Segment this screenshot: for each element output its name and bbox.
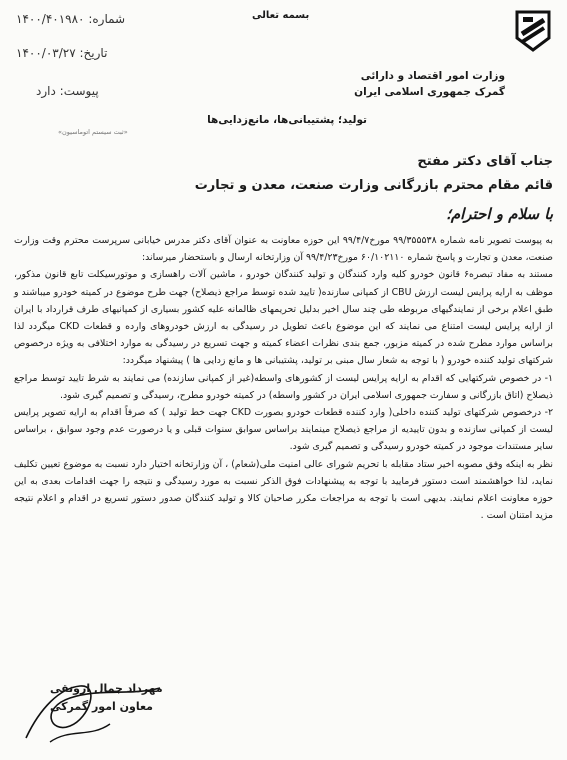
letter-number [16, 12, 125, 26]
paragraph-intro: به پیوست تصویر نامه شماره ۹۹/۳۵۵۵۳۸ مورخ۹۹/۴/۷ این حوزه معاونت به عنوان آقای دکتر مدرس خیابانی سرپرست محترم وقت وزارت صنعت، معدن و تجارت و پاسخ شماره ۶۰/۱۰۲۱۱۰ مورخ۹۹/۴/۲۳ آن وزارتخانه ارسال و باستحضار میرساند: [14, 235, 553, 264]
paragraph-item-1: ۱- در خصوص شرکتهایی که اقدام به ارایه پرایس لیست از کشورهای واسطه(غیر از کمپانی سازنده) می نمایند به شرط تایید توسط مراجع ذیصلاح (اتاق بازرگانی و سفارت جمهوری اسلامی ایران در کشور واسطه) در کمیته خودرو مطرح، رسیدگی و تصمیم گیری شود. [14, 372, 553, 401]
number-label: شماره: [88, 12, 126, 26]
greeting: با سلام و احترام؛ [446, 205, 553, 223]
addressee-name: جناب آقای دکتر مفتح [417, 154, 553, 169]
customs-logo-icon [513, 6, 553, 52]
attachment-label: پیوست: [59, 84, 99, 98]
letter-subject: تولید؛ پشتیبانی‌ها، مانع‌زدایی‌ها [207, 114, 367, 126]
number-value: ۱۴۰۰/۴۰۱۹۸۰ [16, 12, 85, 26]
attachment-value: دارد [36, 84, 56, 98]
bismillah-heading: بسمه تعالی [252, 10, 310, 21]
org-customs: گمرک جمهوری اسلامی ایران [354, 86, 505, 98]
signer-title: معاون امور گمرکی [50, 700, 153, 713]
letter-attachment [36, 84, 99, 98]
org-ministry: وزارت امور اقتصاد و دارائی [360, 70, 505, 82]
paragraph-request: نظر به اینکه وفق مصوبه اخیر ستاد مقابله با تحریم شورای عالی امنیت ملی(شعام) ، آن وزارتخانه اختیار دارد نسبت به موضوع تعیین تکلیف نماید، لذا خواهشمند است دستور فرمایید با توجه به پیشنهادات فوق الذکر نسبت به مورد رسیدگی و نتیجه را جهت اقدامات بعدی به این حوزه معاونت اعلام نمایند. بدیهی است با توجه به مراجعات مکرر صاحبان کالا و تولید کنندگان صدور دستور تسریع در اقدام و اعلام نتیجه مزید امتنان است . [14, 458, 553, 522]
date-label: تاریخ: [79, 46, 108, 60]
paragraph-context: مستند به مفاد تبصره۶ قانون خودرو کلیه وارد کنندگان و تولید کنندگان خودرو ، ماشین آلات راهسازی و موتورسیکلت تابع قانون مذکور، موظف به ارایه پرایس لیست ارزش CBU از کمپانی سازنده( تایید شده توسط مراجع ذیصلاح) جهت طرح موضوع در کمیته خودرو میباشند و طبق اعلام برخی از نمایندگیهای مربوطه طی چند سال اخیر بدلیل تحریمهای ظالمانه علیه کشور بسیاری از کمپانیهای طرف قرارداد با ایران از ارایه پرایس لیست امتناع می نمایند که این موضوع باعث تطویل در رسیدگی به ارزش خودروهای وارده و قطعات CKD میگردد لذا براساس موارد مطرح شده در کمیته مزبور، جمع بندی نظرات اعضاء کمیته و جهت تسریع در رسیدگی به موارد اختلافی به ویژه درخصوص شرکتهای تولید کننده خودرو ( با توجه به شعار سال مبنی بر تولید، پشتیبانی ها و مانع زدایی ها ) پیشنهاد میگردد: [14, 269, 553, 367]
letter-body [14, 232, 553, 524]
letter-date [16, 46, 107, 60]
date-value: ۱۴۰۰/۰۳/۲۷ [16, 46, 76, 60]
automation-stamp-note: «ثبت سیستم اتوماسیون» [58, 128, 128, 136]
signer-name: مهرداد جمال ارونقی [50, 682, 163, 695]
addressee-title: قائم مقام محترم بازرگانی وزارت صنعت، معدن و تجارت [194, 178, 553, 193]
paragraph-item-2: ۲- درخصوص شرکتهای تولید کننده داخلی( وارد کننده قطعات خودرو بصورت CKD جهت خط تولید ) که صرفاً اقدام به ارایه تصویر پرایس لیست از کمپانی سازنده و بدون تاییدیه از مراجع ذیصلاح مینمایند براساس سوابق سنوات قبلی و یا درصورت عدم وجود سوابق ، براساس سایر مستندات موجود در کمیته خودرو رسیدگی و تصمیم گیری شود. [14, 407, 553, 453]
